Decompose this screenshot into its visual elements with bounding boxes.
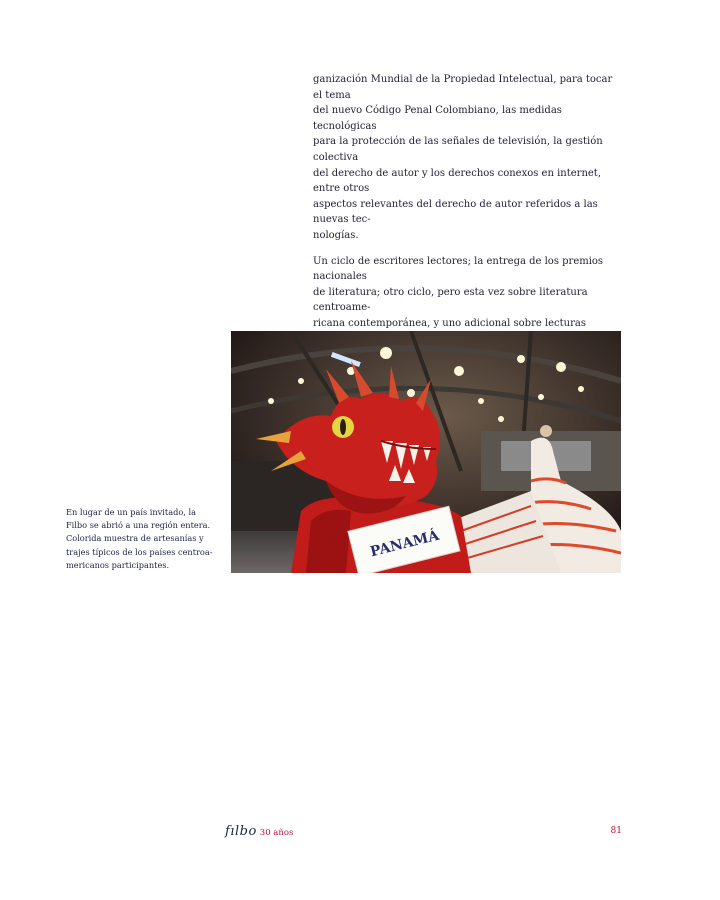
page-number: 81 [610,826,622,836]
panama-sign-text: PANAMÁ [368,527,441,561]
paragraph-2: Un ciclo de escritores lectores; la entrega de los premios nacionales de literatura; otro ciclo, pero esta vez sobre literatura centroame- ricana contemporánea, y uno adicional sobre lecturas [313,255,604,329]
photo-illustration [231,331,621,573]
photo-caption: En lugar de un país invitado, la Filbo se abrió a una región entera. Colorida muestra de artesanías y trajes típicos de los países centroa- mericanos participantes. [66,507,213,570]
footer-brand [225,820,293,839]
fair-photo [231,331,621,573]
filbo-logo: fılbo [225,824,257,839]
paragraph-1: ganización Mundial de la Propiedad Intelectual, para tocar el tema del nuevo Código Penal Colombiano, las medidas tecnológicas para la protección de las señales de televisión, la gestión colectiva del derecho de autor y los derechos conexos en internet, entre otros aspectos relevantes del derecho de autor referidos a las nuevas tec- nologías. [313,74,613,241]
brand-tagline: 30 años [259,828,294,838]
